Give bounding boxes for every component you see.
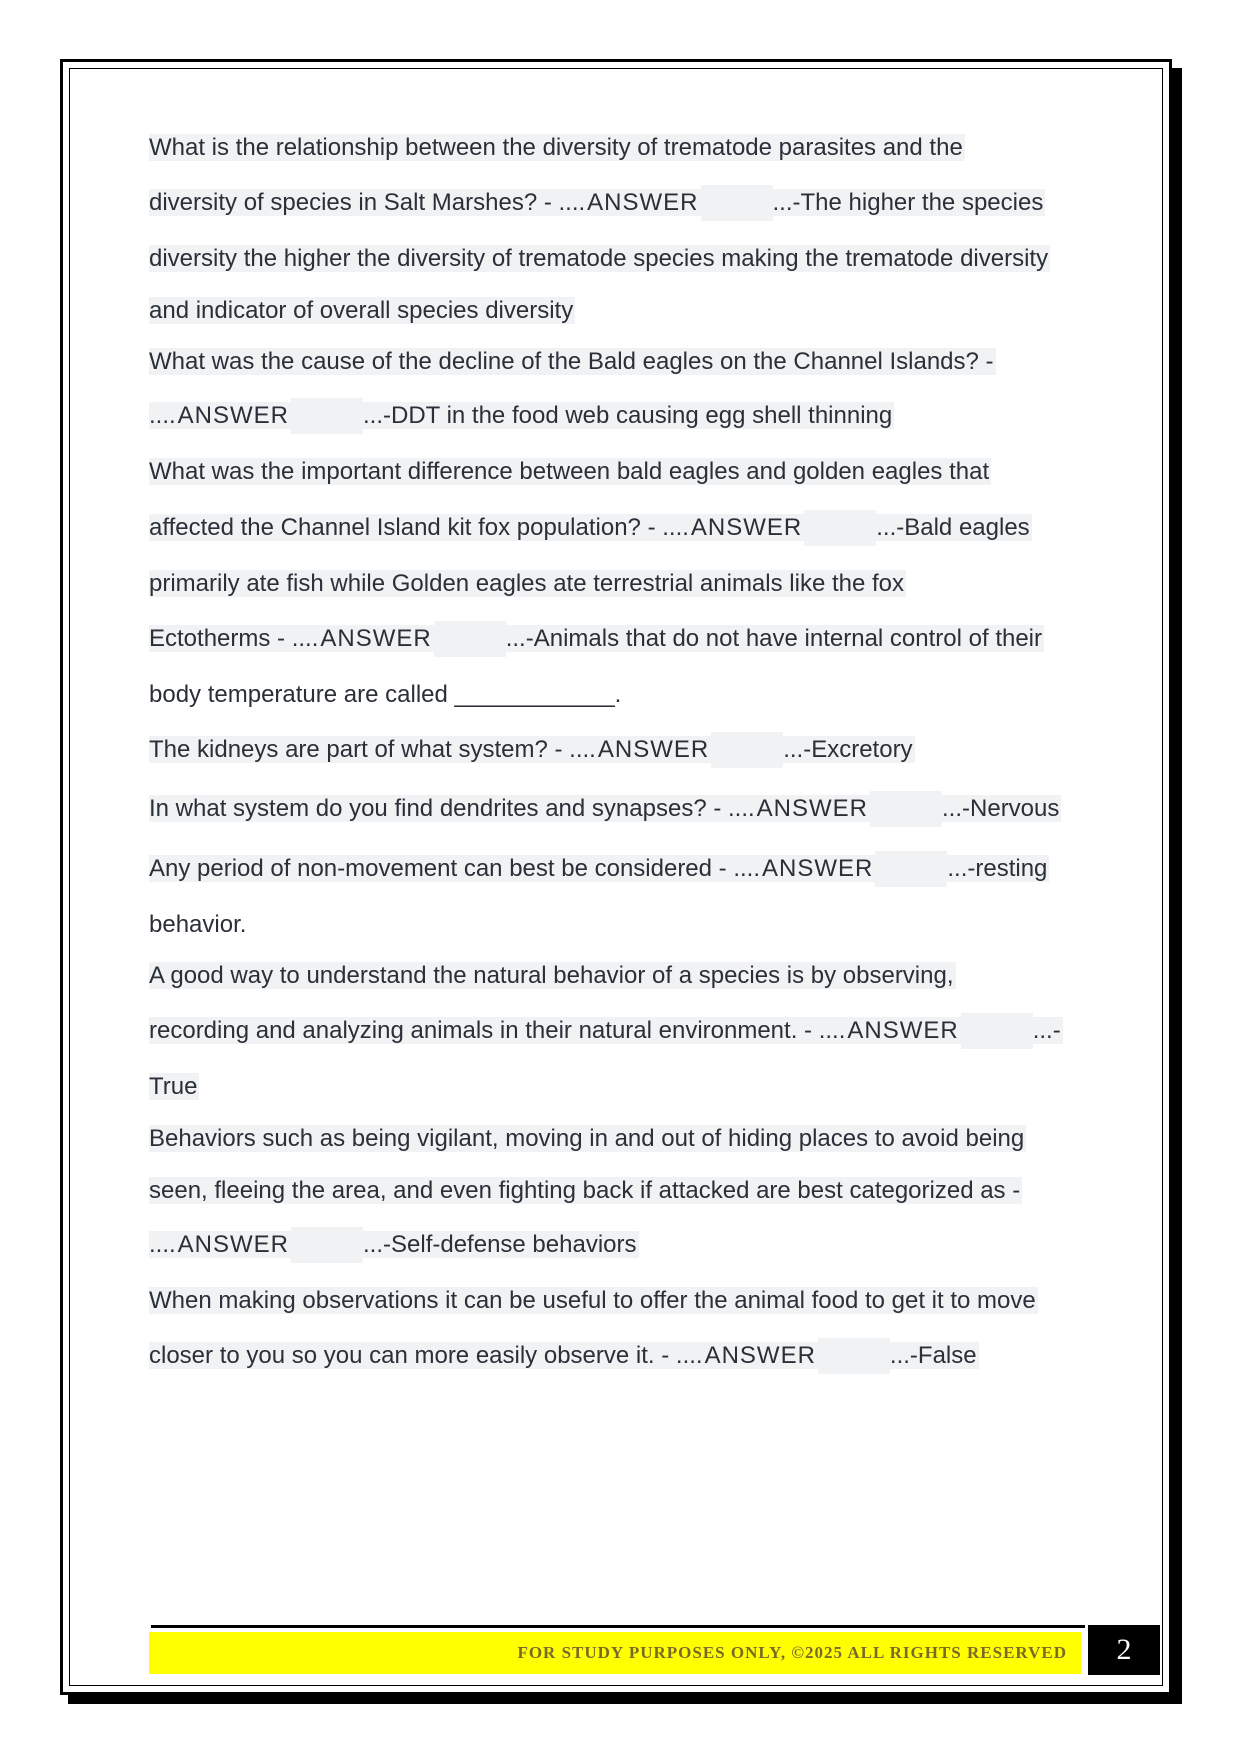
footer-copyright: FOR STUDY PURPOSES ONLY, ©2025 ALL RIGHTS RESERVED <box>517 1643 1067 1662</box>
text-line <box>149 677 621 713</box>
question-line <box>149 1121 1026 1157</box>
answer-text: ...-Bald eagles <box>876 514 1030 541</box>
question-line <box>149 454 991 490</box>
text-line <box>149 566 906 602</box>
line-text: .... <box>149 1231 176 1258</box>
answer-tag: ANSWER <box>847 1017 959 1044</box>
text-line <box>149 293 575 329</box>
answer-tag: ANSWER <box>177 1231 290 1258</box>
line-text: Any period of non-movement can best be considered - .... <box>149 855 761 882</box>
line-text: seen, fleeing the area, and even fighting back if attacked are best categorized as - <box>149 1177 1021 1204</box>
line-text: behavior. <box>149 911 247 938</box>
line-text: The kidneys are part of what system? - .... <box>149 736 596 763</box>
answer-gap <box>804 510 876 546</box>
line-text: body temperature are called ____________. <box>149 681 622 708</box>
line-text: affected the Channel Island kit fox population? - .... <box>149 514 689 541</box>
text-line <box>149 185 1045 221</box>
answer-gap <box>701 185 773 221</box>
question-line <box>149 791 1061 827</box>
line-text: True <box>149 1073 198 1100</box>
answer-text: ...-DDT in the food web causing egg shell thinning <box>363 402 893 429</box>
answer-text: ...-False <box>889 1342 977 1369</box>
answer-text: ...-Nervous <box>942 795 1060 822</box>
text-line <box>149 510 1032 546</box>
line-text: A good way to understand the natural behavior of a species is by observing, <box>149 962 954 989</box>
answer-text: ...-Excretory <box>783 736 913 763</box>
answer-gap <box>711 732 783 768</box>
page-number: 2 <box>1088 1625 1160 1675</box>
question-line <box>149 621 1044 657</box>
text-line <box>149 1013 1063 1049</box>
answer-text: ...-Animals that do not have internal control of their <box>505 625 1043 652</box>
answer-text: ...-The higher the species <box>772 189 1044 216</box>
answer-gap <box>291 398 363 434</box>
text-line <box>149 398 894 434</box>
text-line <box>149 241 1050 277</box>
text-line <box>149 1338 979 1374</box>
question-line <box>149 344 996 380</box>
answer-gap <box>818 1338 890 1374</box>
line-text: Ectotherms - .... <box>149 625 319 652</box>
line-text: diversity of species in Salt Marshes? - .... <box>149 189 586 216</box>
answer-tag: ANSWER <box>177 402 290 429</box>
text-line <box>149 1227 639 1263</box>
line-text: What was the cause of the decline of the Bald eagles on the Channel Islands? - <box>149 348 994 375</box>
answer-text: ...- <box>1032 1017 1061 1044</box>
line-text: Behaviors such as being vigilant, moving in and out of hiding places to avoid being <box>149 1125 1025 1152</box>
question-line <box>149 958 956 994</box>
question-line <box>149 851 1049 887</box>
answer-gap <box>870 791 942 827</box>
answer-gap <box>291 1227 363 1263</box>
answer-tag: ANSWER <box>704 1342 816 1369</box>
line-text: What is the relationship between the diversity of trematode parasites and the <box>149 134 963 161</box>
answer-tag: ANSWER <box>690 514 803 541</box>
question-line <box>149 732 915 768</box>
text-line <box>149 907 246 943</box>
line-text: closer to you so you can more easily observe it. - .... <box>149 1342 703 1369</box>
text-line <box>149 1173 1022 1209</box>
line-text: What was the important difference between bald eagles and golden eagles that <box>149 458 990 485</box>
answer-gap <box>875 851 947 887</box>
question-line <box>149 1283 1038 1319</box>
line-text: In what system do you find dendrites and synapses? - .... <box>149 795 755 822</box>
answer-gap <box>434 621 506 657</box>
answer-gap <box>961 1013 1033 1049</box>
answer-text: ...-resting <box>947 855 1048 882</box>
answer-tag: ANSWER <box>587 189 699 216</box>
line-text: and indicator of overall species diversity <box>149 297 574 324</box>
line-text: .... <box>149 402 176 429</box>
text-line <box>149 130 965 166</box>
answer-text: ...-Self-defense behaviors <box>363 1231 637 1258</box>
text-line <box>149 1069 199 1105</box>
footer-banner <box>149 1632 1081 1674</box>
line-text: primarily ate fish while Golden eagles ate terrestrial animals like the fox <box>149 570 905 597</box>
answer-tag: ANSWER <box>320 625 432 652</box>
footer-rule <box>151 1625 1085 1628</box>
answer-tag: ANSWER <box>597 736 710 763</box>
answer-tag: ANSWER <box>762 855 874 882</box>
line-text: recording and analyzing animals in their natural environment. - .... <box>149 1017 846 1044</box>
answer-tag: ANSWER <box>756 795 869 822</box>
line-text: diversity the higher the diversity of trematode species making the trematode diversity <box>149 245 1049 272</box>
line-text: When making observations it can be useful to offer the animal food to get it to move <box>149 1287 1036 1314</box>
